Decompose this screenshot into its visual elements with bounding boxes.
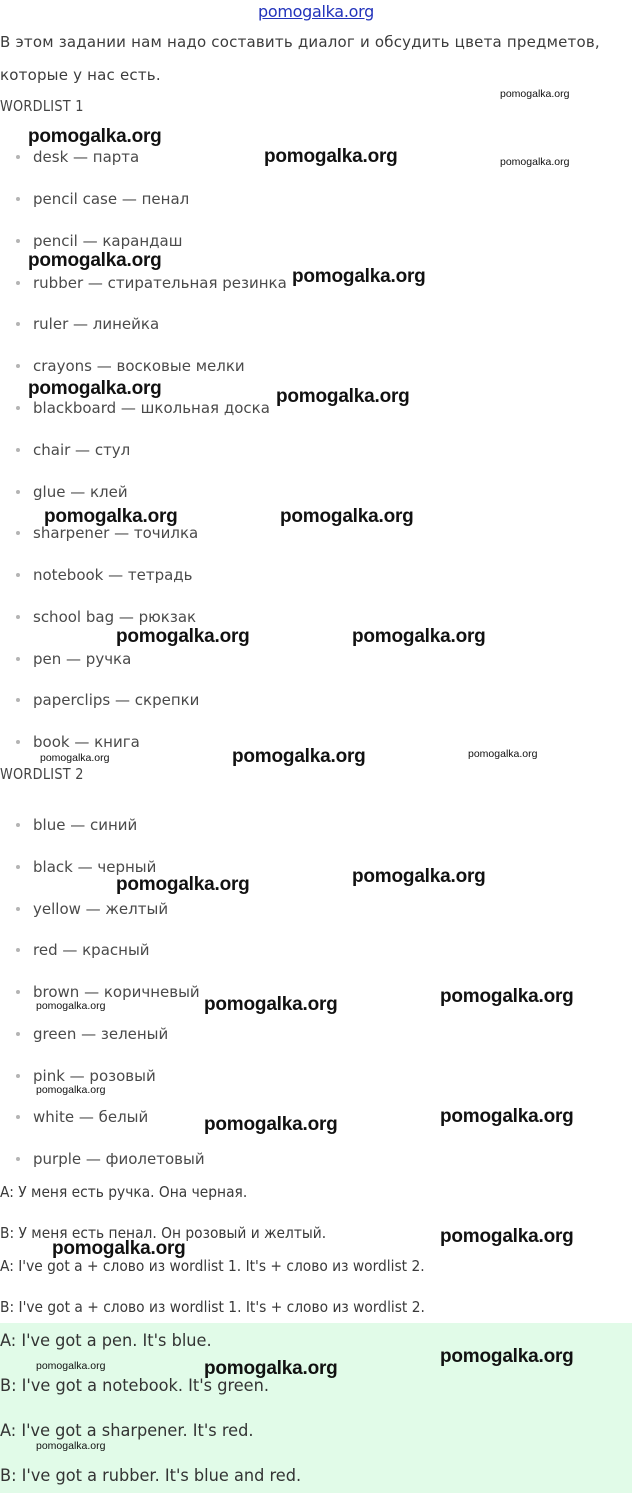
bullet-icon — [16, 948, 20, 952]
list-item: pink — розовый — [16, 1067, 156, 1085]
bullet-icon — [16, 823, 20, 827]
bullet-icon — [16, 1074, 20, 1078]
watermark: pomogalka.org — [28, 250, 162, 271]
bullet-icon — [16, 406, 20, 410]
bullet-icon — [16, 1032, 20, 1036]
template-line-b: B: I've got a + слово из wordlist 1. It's + слово из wordlist 2. — [0, 1298, 425, 1316]
list-item: sharpener — точилка — [16, 524, 198, 542]
bullet-icon — [16, 740, 20, 744]
watermark: pomogalka.org — [276, 386, 410, 407]
watermark: pomogalka.org — [440, 1106, 574, 1127]
bullet-icon — [16, 281, 20, 285]
watermark: pomogalka.org — [352, 626, 486, 647]
list-item: notebook — тетрадь — [16, 566, 193, 584]
bullet-icon — [16, 573, 20, 577]
answer-line: B: I've got a rubber. It's blue and red. — [0, 1466, 302, 1486]
wordlist-2-heading: WORDLIST 2 — [0, 765, 84, 783]
list-item: glue — клей — [16, 483, 128, 501]
bullet-icon — [16, 197, 20, 201]
watermark: pomogalka.org — [40, 752, 110, 764]
bullet-icon — [16, 322, 20, 326]
list-item: school bag — рюкзак — [16, 608, 196, 626]
list-item: pencil case — пенал — [16, 190, 189, 208]
watermark: pomogalka.org — [352, 866, 486, 887]
bullet-icon — [16, 1115, 20, 1119]
list-item: chair — стул — [16, 441, 130, 459]
watermark: pomogalka.org — [116, 874, 250, 895]
list-item: pencil — карандаш — [16, 232, 182, 250]
watermark: pomogalka.org — [36, 1000, 106, 1012]
watermark: pomogalka.org — [204, 1114, 338, 1135]
list-item: white — белый — [16, 1108, 148, 1126]
list-item: desk — парта — [16, 148, 139, 166]
list-item: ruler — линейка — [16, 315, 159, 333]
watermark: pomogalka.org — [204, 994, 338, 1015]
watermark: pomogalka.org — [36, 1360, 106, 1372]
watermark: pomogalka.org — [44, 506, 178, 527]
watermark: pomogalka.org — [292, 266, 426, 287]
list-item: blackboard — школьная доска — [16, 399, 270, 417]
list-item: pen — ручка — [16, 650, 131, 668]
bullet-icon — [16, 239, 20, 243]
bullet-icon — [16, 448, 20, 452]
bullet-icon — [16, 1157, 20, 1161]
list-item: purple — фиолетовый — [16, 1150, 205, 1168]
watermark: pomogalka.org — [28, 126, 162, 147]
answer-line: A: I've got a pen. It's blue. — [0, 1331, 212, 1351]
watermark: pomogalka.org — [36, 1084, 106, 1096]
list-item: red — красный — [16, 941, 150, 959]
template-line-a: A: I've got a + слово из wordlist 1. It's + слово из wordlist 2. — [0, 1257, 425, 1275]
list-item: brown — коричневый — [16, 983, 200, 1001]
watermark: pomogalka.org — [232, 746, 366, 767]
watermark: pomogalka.org — [280, 506, 414, 527]
watermark: pomogalka.org — [500, 156, 570, 168]
watermark: pomogalka.org — [204, 1358, 338, 1379]
intro-line-2: которые у нас есть. — [0, 66, 161, 84]
answer-line: A: I've got a sharpener. It's red. — [0, 1421, 254, 1441]
list-item: blue — синий — [16, 816, 137, 834]
bullet-icon — [16, 698, 20, 702]
bullet-icon — [16, 865, 20, 869]
wordlist-1-heading: WORDLIST 1 — [0, 97, 84, 115]
dialog-line-b: B: У меня есть пенал. Он розовый и желтый. — [0, 1224, 327, 1242]
list-item: crayons — восковые мелки — [16, 357, 245, 375]
answer-line: B: I've got a notebook. It's green. — [0, 1376, 269, 1396]
watermark: pomogalka.org — [28, 378, 162, 399]
list-item: black — черный — [16, 858, 156, 876]
bullet-icon — [16, 907, 20, 911]
watermark: pomogalka.org — [264, 146, 398, 167]
bullet-icon — [16, 531, 20, 535]
bullet-icon — [16, 615, 20, 619]
watermark: pomogalka.org — [52, 1238, 186, 1259]
bullet-icon — [16, 990, 20, 994]
site-link[interactable]: pomogalka.org — [258, 2, 374, 21]
watermark: pomogalka.org — [440, 1226, 574, 1247]
list-item: rubber — стирательная резинка — [16, 274, 287, 292]
intro-line-1: В этом задании нам надо составить диалог и обсудить цвета предметов, — [0, 33, 600, 51]
list-item: paperclips — скрепки — [16, 691, 199, 709]
bullet-icon — [16, 364, 20, 368]
list-item: green — зеленый — [16, 1025, 168, 1043]
bullet-icon — [16, 155, 20, 159]
bullet-icon — [16, 657, 20, 661]
list-item: yellow — желтый — [16, 900, 168, 918]
watermark: pomogalka.org — [500, 88, 570, 100]
bullet-icon — [16, 490, 20, 494]
watermark: pomogalka.org — [440, 986, 574, 1007]
list-item: book — книга — [16, 733, 140, 751]
watermark: pomogalka.org — [36, 1440, 106, 1452]
dialog-line-a: A: У меня есть ручка. Она черная. — [0, 1183, 248, 1201]
watermark: pomogalka.org — [116, 626, 250, 647]
watermark: pomogalka.org — [468, 748, 538, 760]
watermark: pomogalka.org — [440, 1346, 574, 1367]
